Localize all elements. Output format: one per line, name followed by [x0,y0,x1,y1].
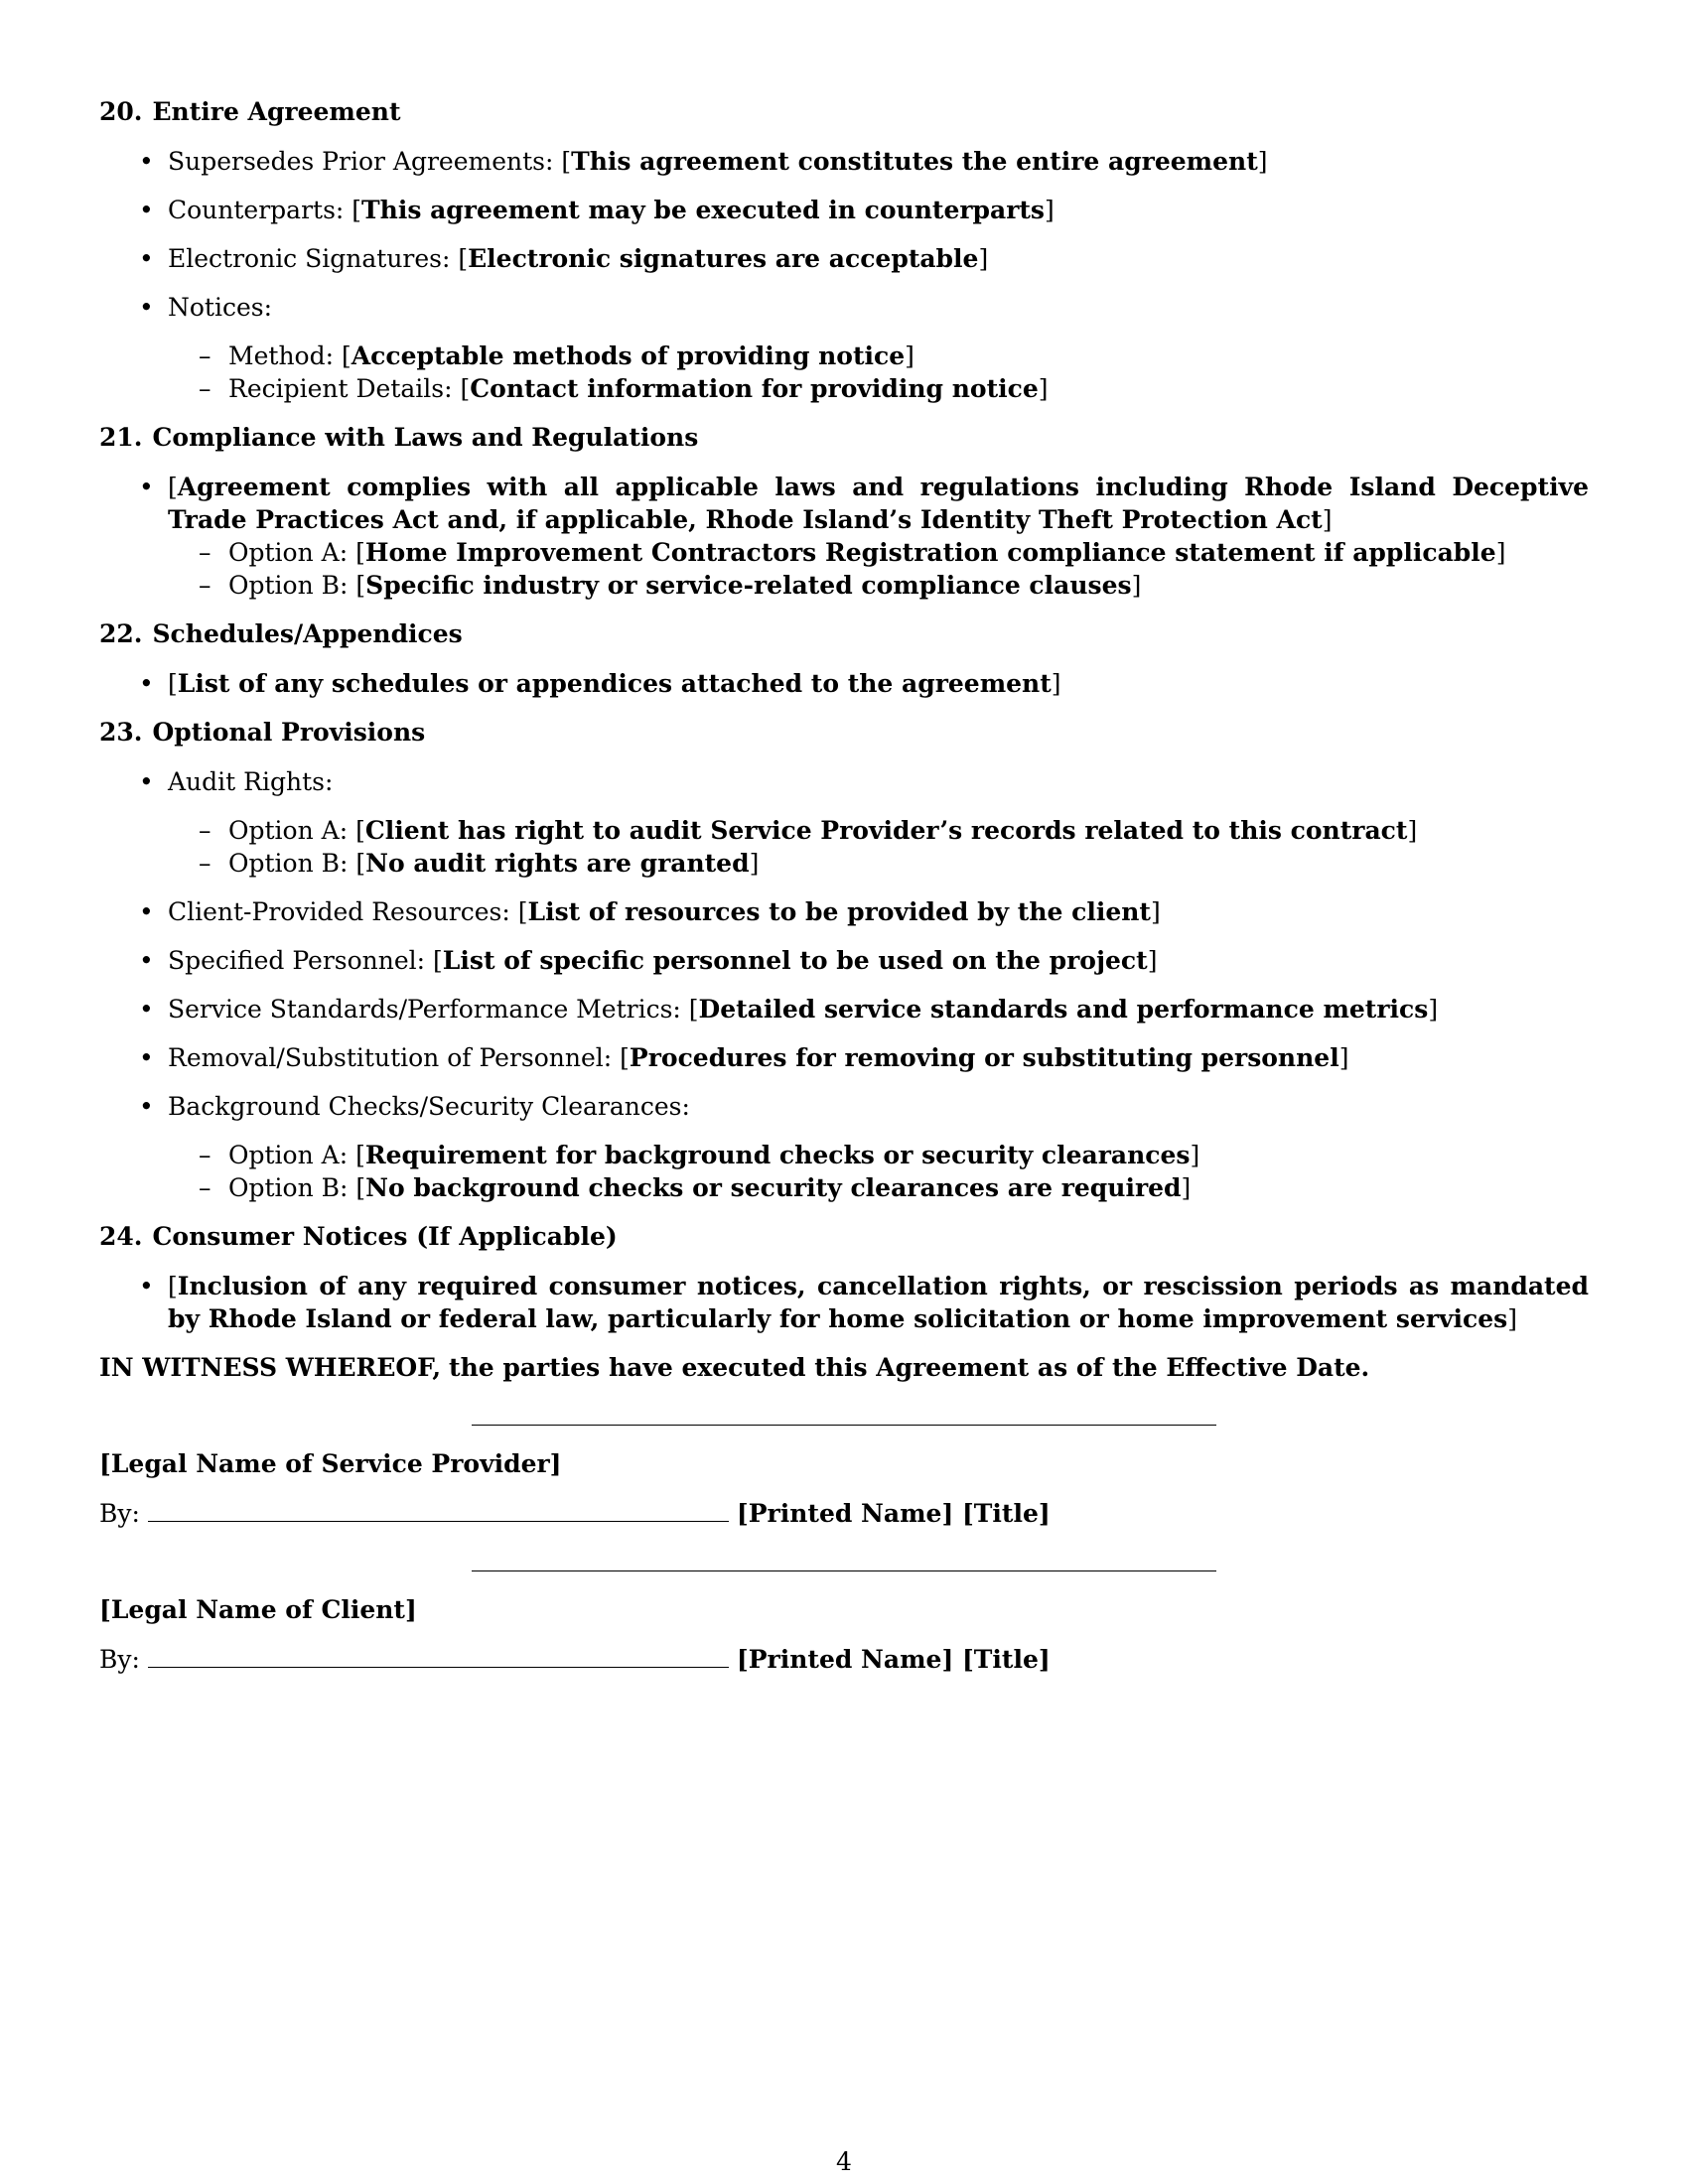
printed-name-title: [Printed Name] [Title] [736,1499,1051,1528]
item-label: Electronic Signatures: [168,244,451,273]
sub-list [99,340,1589,405]
sub-label: Option A: [228,816,349,845]
section-title: Entire Agreement [152,97,401,126]
list-item: • Service Standards/Performance Metrics: [Detailed service standards and performance metrics] [99,993,1589,1025]
section-number: 24. [99,1222,143,1251]
list-item [99,765,1589,798]
section-number: 20. [99,97,143,126]
section-heading [99,716,1589,750]
item-label: Client-Provided Resources: [168,897,510,926]
sub-item: – Option B: [No audit rights are granted] [99,847,1589,880]
item-label: Audit Rights: [168,767,334,796]
sub-item: – Recipient Details: [Contact information for providing notice] [99,372,1589,405]
list-item: • [Inclusion of any required consumer notices, cancellation rights, or rescission periods as mandated by Rhode Island or federal law, particularly for home solicitation or home improvement services] [99,1270,1589,1335]
sub-value: No background checks or security clearances are required [365,1173,1182,1202]
sub-value: Acceptable methods of providing notice [351,341,906,370]
item-value: List of resources to be provided by the client [527,897,1151,926]
sub-label: Option A: [228,538,349,567]
sub-item: – Option A: [Client has right to audit Service Provider’s records related to this contract] [99,814,1589,847]
item-label: Supersedes Prior Agreements: [168,147,554,176]
by-signature-line [148,1643,729,1668]
sub-label: Recipient Details: [228,374,453,403]
section-title: Consumer Notices (If Applicable) [152,1222,618,1251]
by-label: By: [99,1645,140,1674]
sub-value: Specific industry or service-related compliance clauses [365,571,1132,600]
sub-label: Method: [228,341,335,370]
sub-label: Option B: [228,849,349,878]
item-value: Procedures for removing or substituting personnel [629,1043,1339,1072]
party-name: [Legal Name of Client] [99,1595,417,1624]
item-label: Specified Personnel: [168,946,426,975]
sub-value: Home Improvement Contractors Registration compliance statement if applicable [364,538,1496,567]
printed-name-title: [Printed Name] [Title] [736,1645,1051,1674]
section-title: Schedules/Appendices [152,619,463,648]
sub-label: Option A: [228,1141,349,1169]
sub-list [99,814,1589,880]
sub-value: Client has right to audit Service Provider’s records related to this contract [364,816,1408,845]
item-value: Electronic signatures are acceptable [468,244,979,273]
party-name: [Legal Name of Service Provider] [99,1449,562,1478]
list-item [99,1090,1589,1123]
by-row [99,1497,1589,1531]
witness-lead: IN WITNESS WHEREOF, [99,1353,442,1382]
sub-value: Contact information for providing notice [470,374,1039,403]
item-value: List of any schedules or appendices attached to the agreement [177,669,1052,698]
item-label: Notices: [168,293,273,322]
list-item: • Electronic Signatures: [Electronic signatures are acceptable] [99,242,1589,275]
page-number: 4 [836,2147,852,2176]
section-heading [99,1220,1589,1254]
section-number: 22. [99,619,143,648]
by-label: By: [99,1499,140,1528]
signature-line [472,1425,1216,1426]
item-value: Detailed service standards and performance metrics [698,995,1429,1024]
sub-value: No audit rights are granted [365,849,750,878]
witness-clause [99,1351,1589,1385]
sub-item: – Option B: [No background checks or security clearances are required] [99,1171,1589,1204]
section-title: Compliance with Laws and Regulations [152,423,699,452]
sub-item: – Option B: [Specific industry or service-related compliance clauses] [99,569,1589,602]
by-row [99,1643,1589,1677]
sub-item: – Method: [Acceptable methods of providing notice] [99,340,1589,372]
item-label: Counterparts: [168,196,345,224]
section-title: Optional Provisions [152,718,426,747]
section-heading [99,95,1589,129]
item-label: Removal/Substitution of Personnel: [168,1043,613,1072]
item-value: This agreement constitutes the entire agreement [571,147,1258,176]
section-heading [99,617,1589,651]
sub-label: Option B: [228,1173,349,1202]
item-value: Inclusion of any required consumer notices, cancellation rights, or rescission periods as mandated by Rhode Island or federal law, particularly for home solicitation or home improvement services [168,1272,1589,1333]
sub-item: – Option A: [Requirement for background checks or security clearances] [99,1139,1589,1171]
by-signature-line [148,1497,729,1522]
section-number: 23. [99,718,143,747]
item-value: This agreement may be executed in counterparts [361,196,1045,224]
list-item: • Counterparts: [This agreement may be executed in counterparts] [99,194,1589,226]
sub-label: Option B: [228,571,349,600]
item-label: Background Checks/Security Clearances: [168,1092,690,1121]
signature-line [472,1570,1216,1571]
document-page [99,95,1589,1677]
list-item [99,291,1589,324]
list-item: • Removal/Substitution of Personnel: [Procedures for removing or substituting personnel] [99,1041,1589,1074]
item-value: Agreement complies with all applicable laws and regulations including Rhode Island Deceptive Trade Practices Act and, if applicable, Rhode Island’s Identity Theft Protection Act [168,473,1589,534]
section-number: 21. [99,423,143,452]
list-item: • Supersedes Prior Agreements: [This agreement constitutes the entire agreement] [99,145,1589,178]
sub-item: – Option A: [Home Improvement Contractors Registration compliance statement if applicable] [99,536,1589,569]
list-item: • [Agreement complies with all applicable laws and regulations including Rhode Island Deceptive Trade Practices Act and, if applicable, Rhode Island’s Identity Theft Protection Act] [99,471,1589,536]
list-item: • [List of any schedules or appendices attached to the agreement] [99,667,1589,700]
sub-list [99,1139,1589,1204]
list-item: • Client-Provided Resources: [List of resources to be provided by the client] [99,895,1589,928]
list-item: • Specified Personnel: [List of specific personnel to be used on the project] [99,944,1589,977]
witness-text: the parties have executed this Agreement as of the Effective Date. [449,1353,1370,1382]
sub-value: Requirement for background checks or security clearances [364,1141,1191,1169]
item-value: List of specific personnel to be used on the project [442,946,1148,975]
section-heading [99,421,1589,455]
item-label: Service Standards/Performance Metrics: [168,995,681,1024]
